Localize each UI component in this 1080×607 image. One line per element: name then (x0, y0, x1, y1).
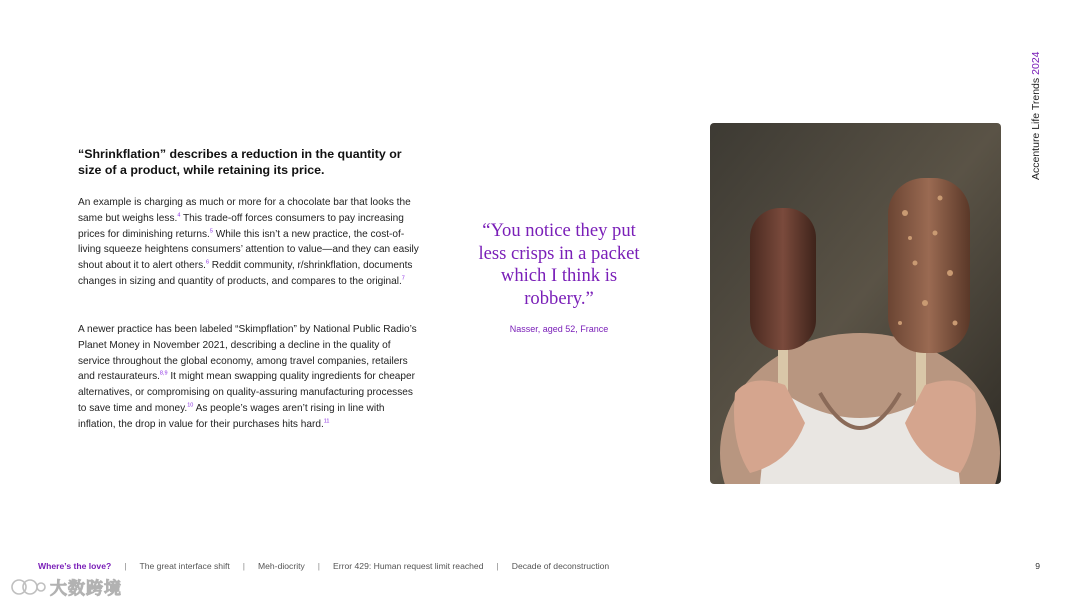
footnote-ref[interactable]: 10 (187, 402, 194, 409)
side-title-text: Accenture Life Trends (1030, 77, 1042, 180)
footer-separator: | (242, 561, 245, 571)
footer-nav-item[interactable]: Where’s the love? (38, 561, 112, 571)
watermark-logo (10, 574, 122, 599)
page-number: 9 (1035, 561, 1040, 571)
paragraph-text: This trade-off forces consumers to pay increasing prices for diminishing returns. (78, 212, 404, 240)
footnote-ref[interactable]: 6 (205, 259, 209, 266)
footer-nav-item[interactable]: Error 429: Human request limit reached (333, 561, 484, 571)
footnote-ref[interactable]: 7 (401, 275, 405, 282)
ice-cream-bars-photo (710, 123, 1001, 484)
pull-quote: “You notice they put less crisps in a packet which I think is robbery.” (478, 220, 640, 309)
paragraph-text: As people’s wages aren’t rising in line with inflation, the drop in value for their purchases hits hard. (78, 402, 385, 430)
footnote-ref[interactable]: 5 (209, 228, 213, 235)
footer-nav-item[interactable]: Decade of deconstruction (511, 561, 610, 571)
watermark-icon (10, 576, 46, 598)
footer-separator: | (317, 561, 321, 571)
footer-nav-items (38, 561, 609, 571)
paragraph-text: While this isn’t a new practice, the cost-of-living squeeze heightens consumers’ attention to value—and they can easily shout about it to alert others. (78, 228, 419, 272)
footnote-ref[interactable]: 4 (177, 212, 181, 219)
footnote-ref[interactable]: 8,9 (159, 371, 168, 378)
photo-illustration (710, 123, 1001, 484)
footer-nav (38, 559, 1040, 573)
footer-nav-item[interactable]: The great interface shift (139, 561, 230, 571)
quote-attribution: Nasser, aged 52, France (509, 324, 609, 334)
side-title-year: 2024 (1030, 51, 1042, 75)
footer-separator: | (124, 561, 127, 571)
watermark-text: 大数跨境 (50, 579, 122, 598)
footer-nav-item[interactable]: Meh-diocrity (257, 561, 305, 571)
body-paragraph-1 (78, 195, 424, 290)
side-report-title (1030, 52, 1042, 181)
body-paragraph-2 (78, 322, 424, 433)
footnote-ref[interactable]: 11 (323, 418, 330, 425)
section-heading: “Shrinkflation” describes a reduction in the quantity or size of a product, while retaining its price. (78, 147, 402, 177)
paragraph-text: A newer practice has been labeled “Skimpflation” by National Public Radio’s Planet Money in November 2021, describing a decline in the quality of service throughout the global economy, among travel companies, retailers and restaurateurs. (78, 324, 417, 383)
paragraph-text: It might mean swapping quality ingredients for cheaper alternatives, or compromising on quality-assuring manufacturing processes to save time and money. (78, 371, 416, 414)
footer-separator: | (496, 561, 499, 571)
paragraph-text: Reddit community, r/shrinkflation, documents changes in sizing and quantity of products, and compares to the original. (78, 260, 413, 287)
paragraph-text: An example is charging as much or more for a chocolate bar that looks the same but weighs less. (78, 197, 411, 224)
